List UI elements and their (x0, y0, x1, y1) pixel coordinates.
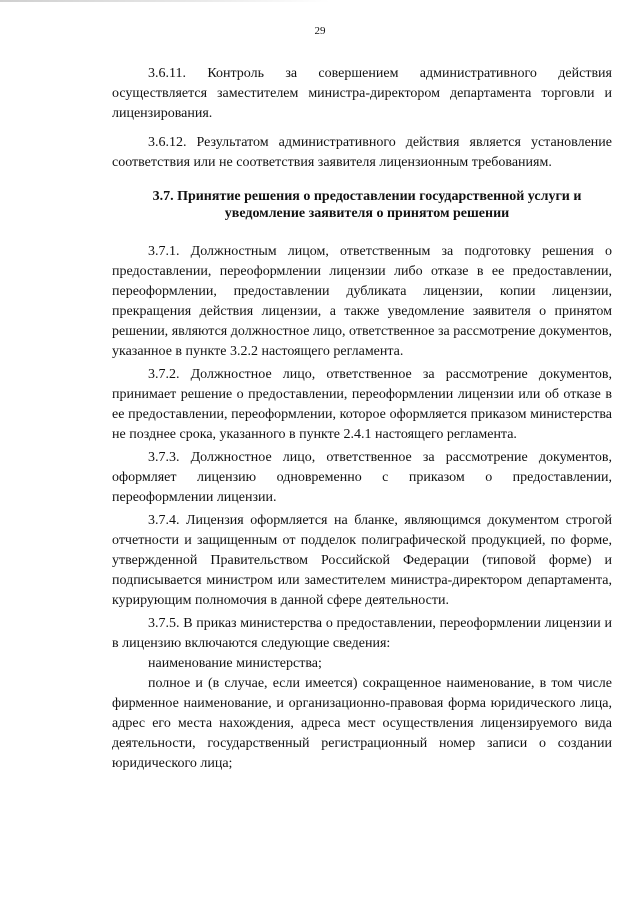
paragraph-3-7-2: 3.7.2. Должностное лицо, ответственное за рассмотрение документов, принимает решение о предоставлении, переоформлении лицензии или об отказе в ее предоставлении, переоформлении, которое оформляется приказом министерства не позднее срока, указанного в пункте 2.4.1 настоящего регламента. (112, 367, 612, 442)
paragraph-3-7-1: 3.7.1. Должностным лицом, ответственным за подготовку решения о предоставлении, переоформлении лицензии либо отказе в ее предоставлении, переоформлении, предоставлении дубликата лицензии, копии лицензии, прекращения действия лицензии, а также уведомление заявителя о принятом решении, являются должностное лицо, ответственное за рассмотрение документов, указанное в пункте 3.2.2 настоящего регламента. (112, 244, 612, 359)
list-item-ministry-name: наименование министерства; (148, 656, 322, 671)
paragraph-3-6-11: 3.6.11. Контроль за совершением административного действия осуществляется заместителем министра-директором департамента торговли и лицензирования. (112, 66, 612, 121)
list-item-legal-entity-info: полное и (в случае, если имеется) сокращенное наименование, в том числе фирменное наименование, и организационно-правовая форма юридического лица, адрес его места нахождения, адреса мест осуществления лицензируемого вида деятельности, государственный регистрационный номер записи о создании юридического лица; (112, 676, 612, 771)
document-body (112, 64, 612, 774)
paragraph-3-7-3: 3.7.3. Должностное лицо, ответственное за рассмотрение документов, оформляет лицензию одновременно с приказом о предоставлении, переоформлении лицензии. (112, 450, 612, 505)
scan-edge-line (0, 0, 330, 2)
section-title: 3.7. Принятие решения о предоставлении государственной услуги и уведомление заявителя о принятом решении (152, 189, 582, 221)
paragraph-3-7-4: 3.7.4. Лицензия оформляется на бланке, являющимся документом строгой отчетности и защищенным от подделок полиграфической продукцией, по форме, утвержденной Правительством Российской Федерации (типовой форме) и подписывается министром или заместителем министра-директором департамента, курирующим полномочия в данной сфере деятельности. (112, 513, 612, 608)
paragraph-3-7-5: 3.7.5. В приказ министерства о предоставлении, переоформлении лицензии и в лицензию включаются следующие сведения: (112, 616, 612, 651)
page-number: 29 (314, 25, 326, 37)
paragraph-3-6-12: 3.6.12. Результатом административного действия является установление соответствия или не соответствия заявителя лицензионным требованиям. (112, 135, 612, 170)
